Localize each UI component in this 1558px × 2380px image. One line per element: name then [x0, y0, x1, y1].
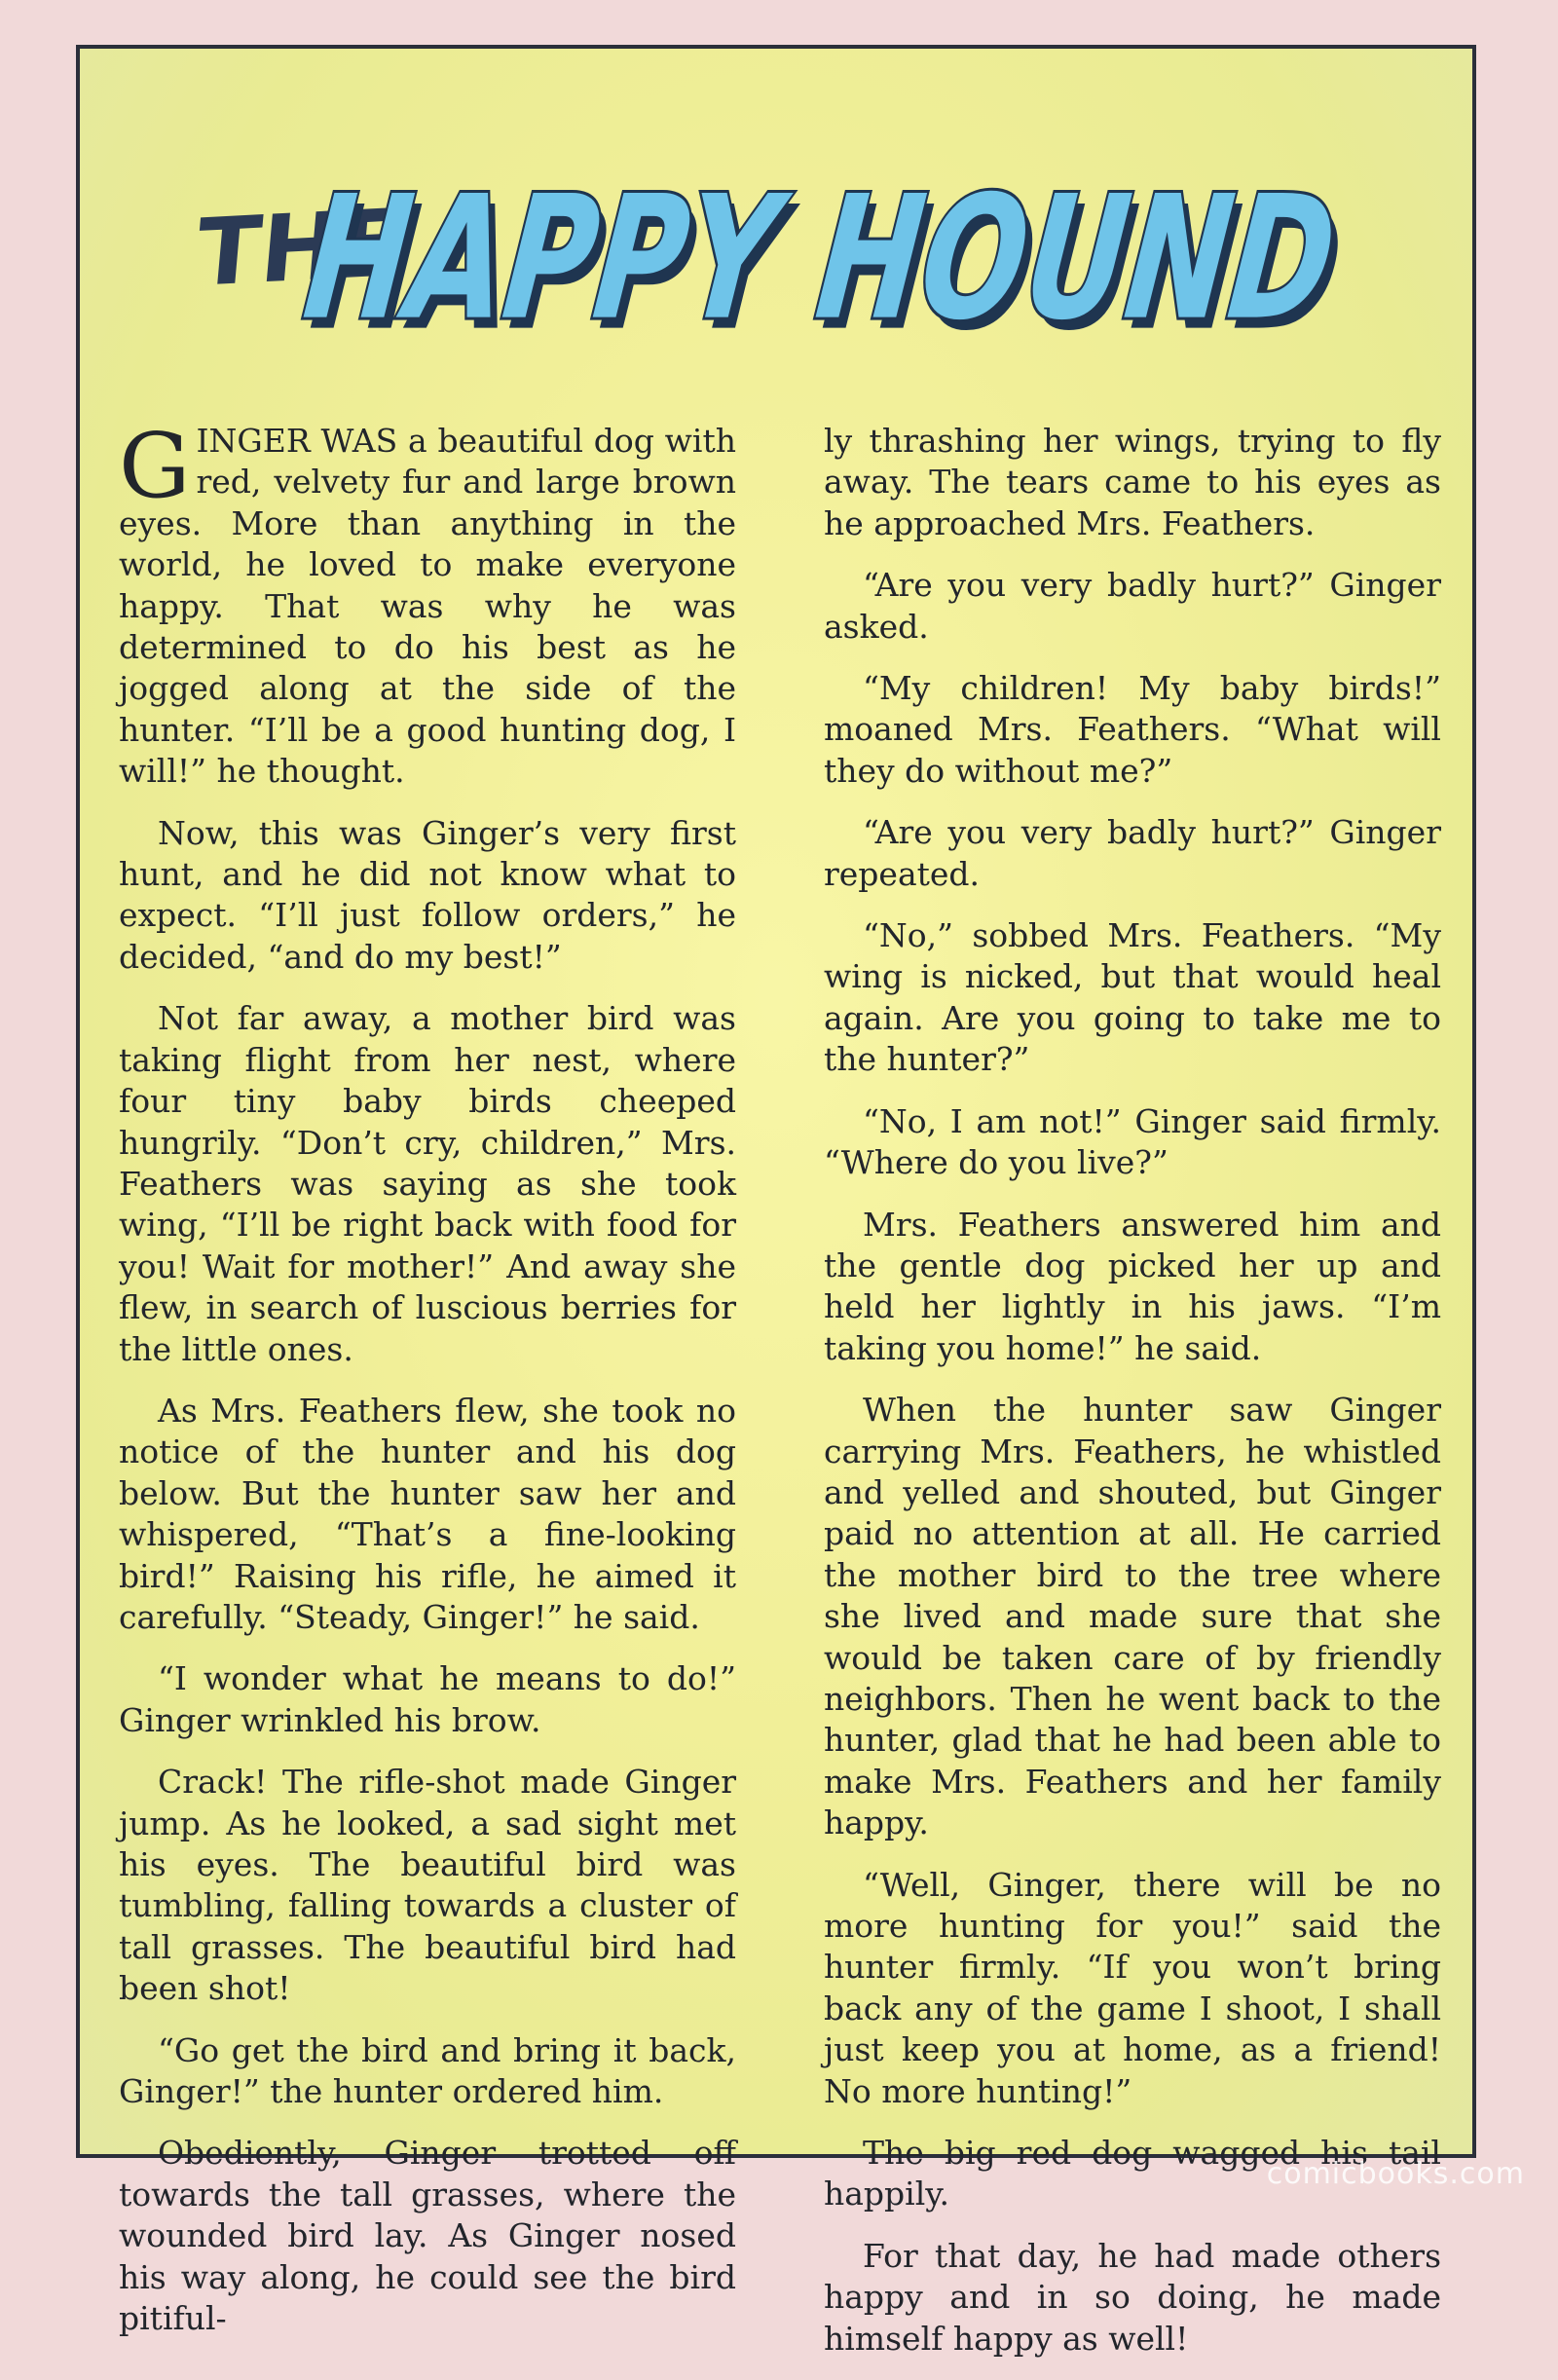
story-paragraph: ly thrashing her wings, trying to fly away. The tears came to his eyes as he approached Mrs. Feathers.: [824, 421, 1441, 544]
story-paragraph: “No, I am not!” Ginger said firmly. “Where do you live?”: [824, 1101, 1441, 1184]
story-paragraph: “I wonder what he means to do!” Ginger wrinkled his brow.: [119, 1658, 736, 1741]
story-paragraph: “Well, Ginger, there will be no more hunting for you!” said the hunter firmly. “If you won’t bring back any of the game I shoot, I shall just keep you at home, as a friend! No more hunting!”: [824, 1865, 1441, 2112]
story-paragraph: “Are you very badly hurt?” Ginger asked.: [824, 565, 1441, 648]
story-paragraph: As Mrs. Feathers flew, she took no notice of the hunter and his dog below. But the hunter saw her and whispered, “That’s a fine-looking bird!” Raising his rifle, he aimed it carefully. “Steady, Ginger!” he said.: [119, 1391, 736, 1638]
story-paragraph: “Are you very badly hurt?” Ginger repeated.: [824, 812, 1441, 895]
story-paragraph: [119, 421, 736, 793]
story-paragraph: Now, this was Ginger’s very first hunt, and he did not know what to expect. “I’ll just follow orders,” he decided, “and do my best!”: [119, 813, 736, 979]
story-title: [80, 127, 1472, 380]
title-big-shadow: HAPPY HOUND: [289, 169, 1365, 368]
drop-cap: G: [119, 430, 191, 502]
paragraph-text: INGER WAS a beautiful dog with red, velvety fur and large brown eyes. More than anything in the world, he loved to make everyone happy. That was why he was determined to do his best as he jogged along at the side of the hunter. “I’ll be a good hunting dog, I will!” he thought.: [119, 422, 736, 790]
title-big: HAPPY HOUND: [282, 159, 1358, 357]
story-paragraph: Crack! The rifle-shot made Ginger jump. As he looked, a sad sight met his eyes. The beautiful bird was tumbling, falling towards a cluster of tall grasses. The beautiful bird had been shot!: [119, 1762, 736, 2009]
story-column-right: [824, 421, 1441, 2380]
story-paragraph: Obediently, Ginger trotted off towards the tall grasses, where the wounded bird lay. As Ginger nosed his way along, he could see the bird pitiful-: [119, 2133, 736, 2339]
story-paragraph: When the hunter saw Ginger carrying Mrs. Feathers, he whistled and yelled and shouted, but Ginger paid no attention at all. He carried the mother bird to the tree where she lived and made sure that she would be taken care of by friendly neighbors. Then he went back to the hunter, glad that he had been able to make Mrs. Feathers and her family happy.: [824, 1390, 1441, 1843]
story-paragraph: For that day, he had made others happy and in so doing, he made himself happy as well!: [824, 2236, 1441, 2360]
title-the: THE: [193, 188, 408, 307]
watermark: comicbooks.com: [1267, 2157, 1525, 2191]
story-paragraph: Not far away, a mother bird was taking flight from her nest, where four tiny baby birds cheeped hungrily. “Don’t cry, children,” Mrs. Feathers was saying as she took wing, “I’ll be right back with food for you! Wait for mother!” And away she flew, in search of luscious berries for the little ones.: [119, 998, 736, 1370]
title-art: [80, 127, 1472, 380]
story-paragraph: The big red dog wagged his tail happily.: [824, 2133, 1441, 2215]
story-paragraph: Mrs. Feathers answered him and the gentle dog picked her up and held her lightly in his jaws. “I’m taking you home!” he said.: [824, 1205, 1441, 1370]
story-paragraph: “My children! My baby birds!” moaned Mrs. Feathers. “What will they do without me?”: [824, 668, 1441, 792]
story-column-left: [119, 421, 736, 2360]
story-paragraph: “No,” sobbed Mrs. Feathers. “My wing is nicked, but that would heal again. Are you going to take me to the hunter?”: [824, 915, 1441, 1081]
story-paragraph: “Go get the bird and bring it back, Ginger!” the hunter ordered him.: [119, 2030, 736, 2113]
story-page: [76, 45, 1476, 2158]
